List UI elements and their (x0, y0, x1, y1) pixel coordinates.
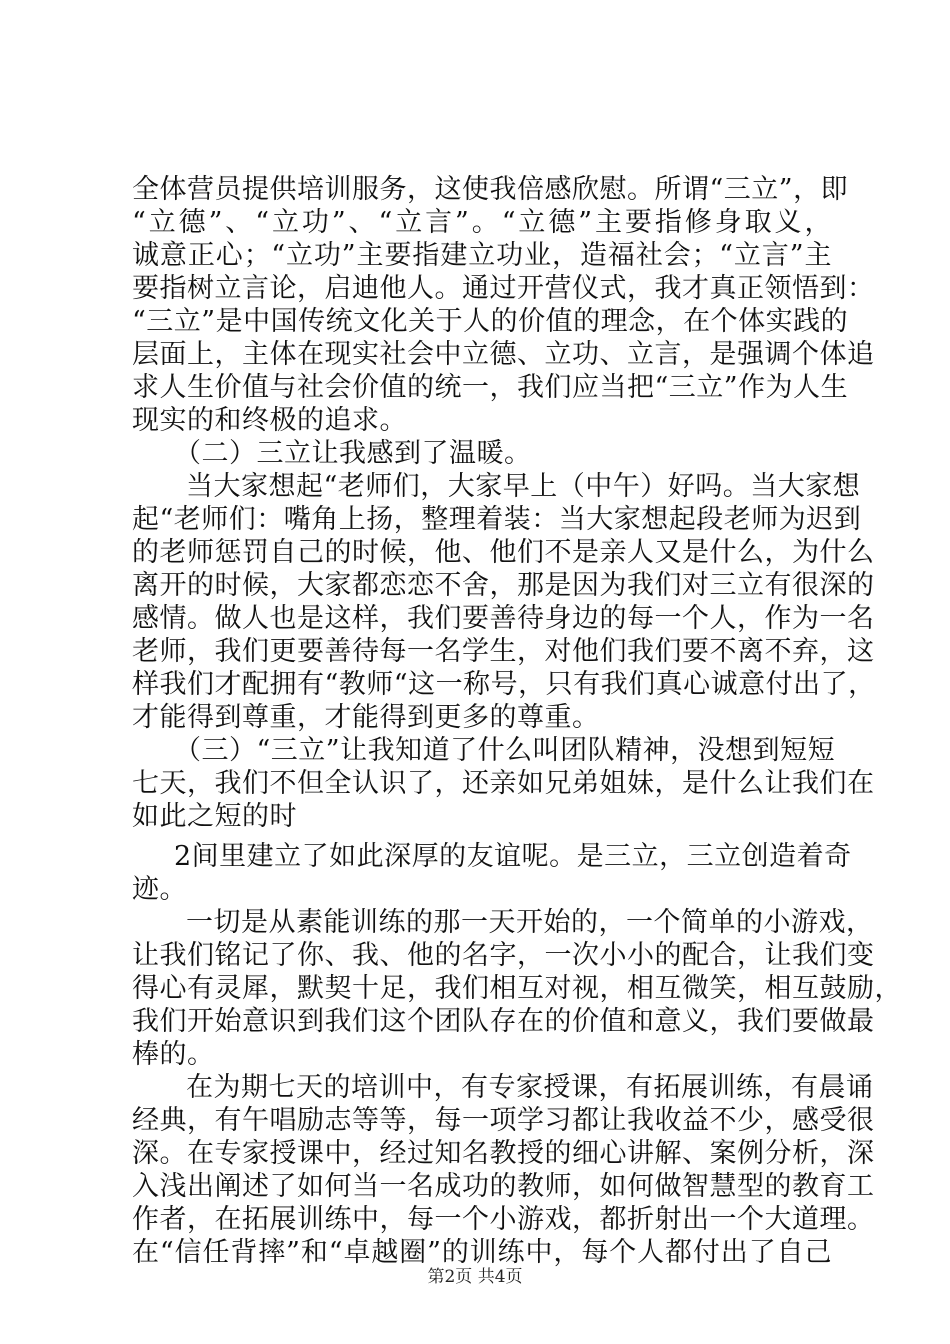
text-line: “三立”是中国传统文化关于人的价值的理念，在个体实践的 (132, 306, 849, 337)
text-line: 棒的。 (132, 1039, 215, 1070)
text-line: 经典，有午唱励志等等，每一项学习都让我收益不少，感受很 (132, 1105, 875, 1136)
text-line: 诚意正心；“立功”主要指建立功业，造福社会；“立言”主 (132, 240, 832, 271)
text-line: 迹。 (132, 874, 187, 905)
text-line: 的老师惩罚自己的时候，他、他们不是亲人又是什么，为什么 (132, 537, 875, 568)
text-line: 2间里建立了如此深厚的友谊呢。是三立，三立创造着奇 (174, 841, 852, 872)
text-line: “立德”、“立功”、“立言”。“立德”主要指修身取义， (132, 207, 832, 238)
section-heading: （二）三立让我感到了温暖。 (174, 438, 532, 469)
text-line: 要指树立言论，启迪他人。通过开营仪式，我才真正领悟到： (132, 273, 875, 304)
text-line: 起“老师们：嘴角上扬，整理着装：当大家想起段老师为迟到 (132, 504, 862, 535)
text-line: 在为期七天的培训中，有专家授课，有拓展训练，有晨诵 (186, 1072, 874, 1103)
text-line: 离开的时候，大家都恋恋不舍，那是因为我们对三立有很深的 (132, 570, 875, 601)
text-line: 我们开始意识到我们这个团队存在的价值和意义，我们要做最 (132, 1006, 875, 1037)
text-line: 一切是从素能训练的那一天开始的，一个简单的小游戏， (186, 907, 874, 938)
text-line: 当大家想起“老师们，大家早上（中午）好吗。当大家想 (186, 471, 861, 502)
text-line: 七天，我们不但全认识了，还亲如兄弟姐妹，是什么让我们在 (132, 768, 875, 799)
text-line: 让我们铭记了你、我、他的名字，一次小小的配合，让我们变 (132, 940, 875, 971)
text-line: 现实的和终极的追求。 (132, 405, 407, 436)
text-line: 层面上，主体在现实社会中立德、立功、立言，是强调个体追 (132, 339, 875, 370)
text-line: 作者，在拓展训练中，每一个小游戏，都折射出一个大道理。 (132, 1204, 875, 1235)
text-line: 老师，我们更要善待每一名学生，对他们我们要不离不弃，这 (132, 636, 875, 667)
text-line: 得心有灵犀，默契十足，我们相互对视，相互微笑，相互鼓励， (132, 973, 902, 1004)
text-line: 样我们才配拥有“教师“这一称号，只有我们真心诚意付出了， (132, 669, 876, 700)
page-footer: 第2页 共4页 (427, 1267, 523, 1287)
section-heading: （三）“三立”让我知道了什么叫团队精神，没想到短短 (174, 735, 836, 766)
text-line: 深。在专家授课中，经过知名教授的细心讲解、案例分析，深 (132, 1138, 875, 1169)
text-line: 感情。做人也是这样，我们要善待身边的每一个人，作为一名 (132, 603, 875, 634)
text-line: 入浅出阐述了如何当一名成功的教师，如何做智慧型的教育工 (132, 1171, 875, 1202)
text-line: 全体营员提供培训服务，这使我倍感欣慰。所谓“三立”，即 (132, 174, 849, 205)
text-line: 才能得到尊重，才能得到更多的尊重。 (132, 702, 600, 733)
text-line: 如此之短的时 (132, 801, 297, 832)
text-line: 在“信任背摔”和“卓越圈”的训练中，每个人都付出了自己 (132, 1237, 832, 1268)
text-line: 求人生价值与社会价值的统一，我们应当把“三立”作为人生 (132, 372, 849, 403)
